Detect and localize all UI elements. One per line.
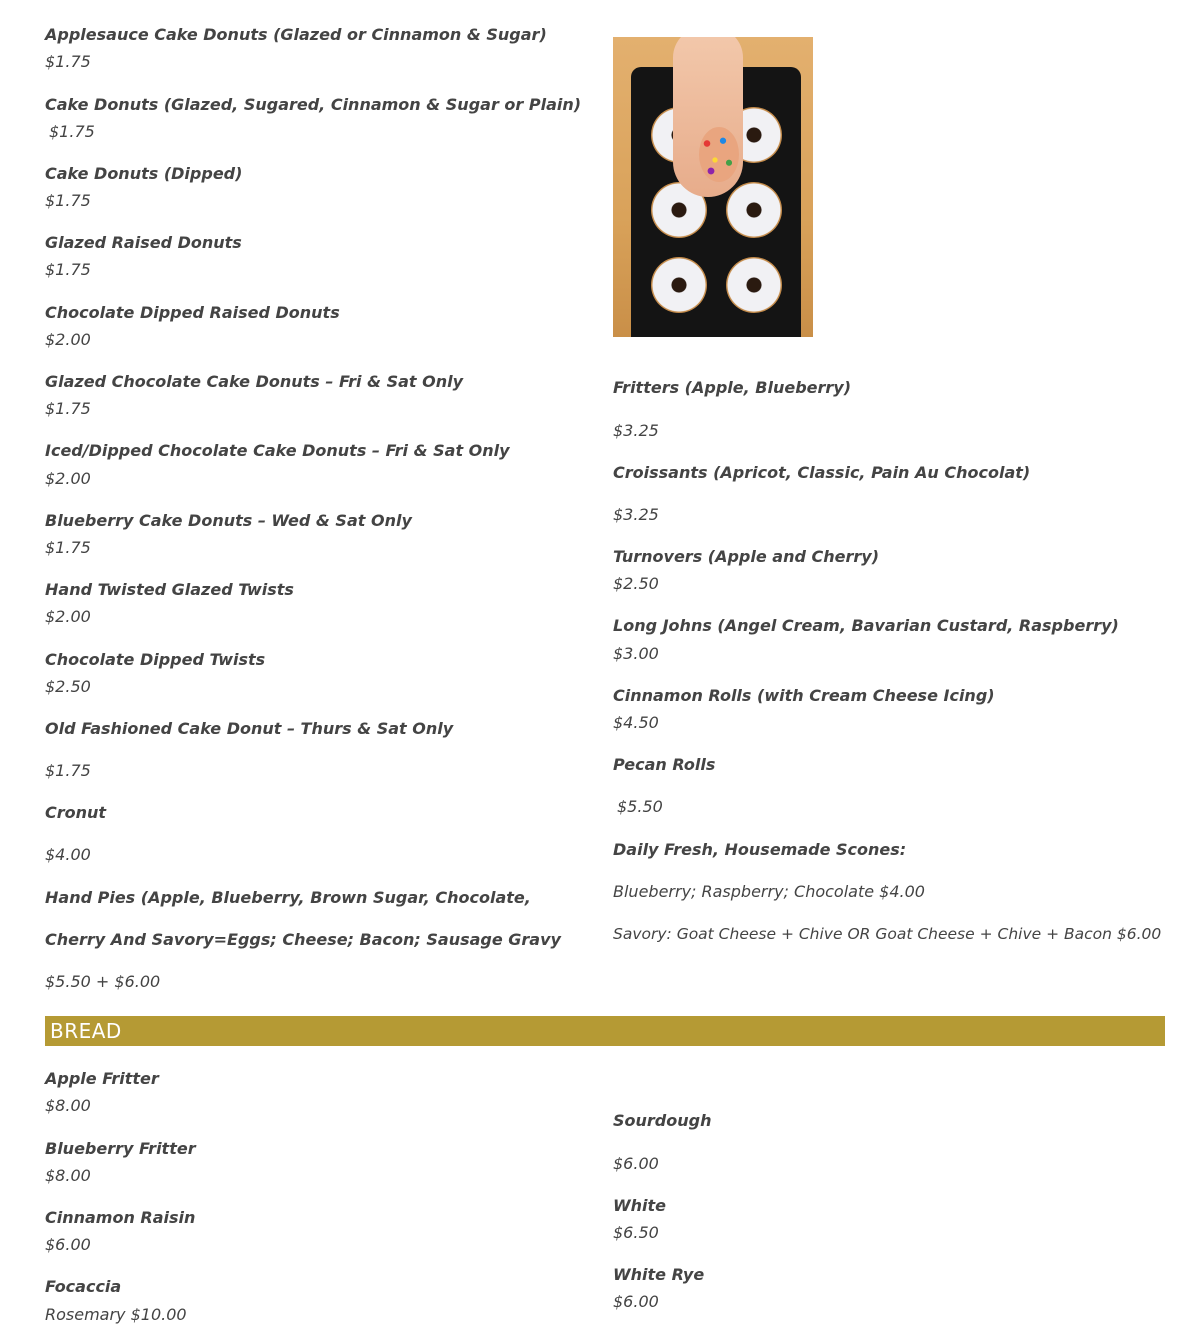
donuts-photo [613, 37, 813, 337]
section-header-bread [45, 1016, 1165, 1046]
menu-item-name: Cinnamon Rolls (with Cream Cheese Icing) [613, 686, 995, 705]
menu-item-price: $1.75 [45, 191, 91, 210]
menu-item-price: $1.75 [45, 260, 91, 279]
menu-item-price: $1.75 [49, 122, 95, 141]
menu-item-price: $3.25 [613, 421, 659, 440]
menu-item-price: $3.00 [613, 644, 659, 663]
menu-item-name: Long Johns (Angel Cream, Bavarian Custard, Raspberry) [613, 616, 1119, 635]
menu-item-price: $4.00 [45, 845, 91, 864]
menu-item-name: Croissants (Apricot, Classic, Pain Au Chocolat) [613, 463, 1031, 482]
menu-item-name: Fritters (Apple, Blueberry) [613, 378, 852, 397]
section-title: BREAD [50, 1019, 122, 1043]
menu-item-name: White Rye [613, 1265, 705, 1284]
menu-item-price: $6.00 [613, 1292, 659, 1311]
menu-item-price: $8.00 [45, 1166, 91, 1185]
menu-item-price: $3.25 [613, 505, 659, 524]
menu-item-price: Blueberry; Raspberry; Chocolate $4.00 [613, 882, 925, 901]
menu-item-name: Cronut [45, 803, 107, 822]
menu-item-name: Cinnamon Raisin [45, 1208, 196, 1227]
menu-item-name: Apple Fritter [45, 1069, 159, 1088]
menu-item-name: Old Fashioned Cake Donut – Thurs & Sat Only [45, 719, 454, 738]
menu-item-name: Chocolate Dipped Twists [45, 650, 266, 669]
menu-item-price: $6.00 [613, 1154, 659, 1173]
menu-item-name: White [613, 1196, 667, 1215]
menu-item-name: Cake Donuts (Glazed, Sugared, Cinnamon & Sugar or Plain) [45, 95, 582, 114]
menu-item-price: $5.50 + $6.00 [45, 972, 161, 991]
donut [651, 257, 707, 313]
sprinkles-icon [699, 127, 739, 182]
menu-item-price: $2.50 [45, 677, 91, 696]
menu-item-price: $6.00 [45, 1235, 91, 1254]
menu-item-price: $1.75 [45, 52, 91, 71]
menu-item-name: Pecan Rolls [613, 755, 716, 774]
menu-item-price-savory: Savory: Goat Cheese + Chive OR Goat Cheese + Chive + Bacon $6.00 [613, 925, 1162, 943]
menu-item-name: Chocolate Dipped Raised Donuts [45, 303, 340, 322]
donut [726, 257, 782, 313]
menu-item-price: Rosemary $10.00 [45, 1305, 187, 1324]
menu-item-name: Focaccia [45, 1277, 122, 1296]
menu-item-price: $1.75 [45, 761, 91, 780]
menu-item-price: $2.00 [45, 330, 91, 349]
menu-item-name: Glazed Chocolate Cake Donuts – Fri & Sat Only [45, 372, 464, 391]
menu-item-price: $4.50 [613, 713, 659, 732]
menu-item-name: Applesauce Cake Donuts (Glazed or Cinnamon & Sugar) [45, 25, 547, 44]
menu-item-name: Cake Donuts (Dipped) [45, 164, 243, 183]
menu-item-price: $8.00 [45, 1096, 91, 1115]
menu-item-name-continued: Cherry And Savory=Eggs; Cheese; Bacon; Sausage Gravy [45, 930, 561, 949]
menu-item-name: Hand Twisted Glazed Twists [45, 580, 294, 599]
menu-item-price: $1.75 [45, 538, 91, 557]
menu-item-name: Blueberry Fritter [45, 1139, 196, 1158]
menu-item-name: Turnovers (Apple and Cherry) [613, 547, 880, 566]
menu-item-price: $1.75 [45, 399, 91, 418]
donut [726, 182, 782, 238]
menu-item-name: Glazed Raised Donuts [45, 233, 242, 252]
menu-item-price: $2.50 [613, 574, 659, 593]
menu-item-price: $6.50 [613, 1223, 659, 1242]
menu-item-price: $5.50 [617, 797, 663, 816]
menu-item-name: Blueberry Cake Donuts – Wed & Sat Only [45, 511, 412, 530]
menu-item-name: Iced/Dipped Chocolate Cake Donuts – Fri & Sat Only [45, 441, 510, 460]
menu-item-name: Hand Pies (Apple, Blueberry, Brown Sugar, Chocolate, [45, 888, 531, 907]
menu-item-name: Daily Fresh, Housemade Scones: [613, 840, 907, 859]
menu-item-name: Sourdough [613, 1111, 712, 1130]
menu-item-price: $2.00 [45, 607, 91, 626]
menu-item-price: $2.00 [45, 469, 91, 488]
